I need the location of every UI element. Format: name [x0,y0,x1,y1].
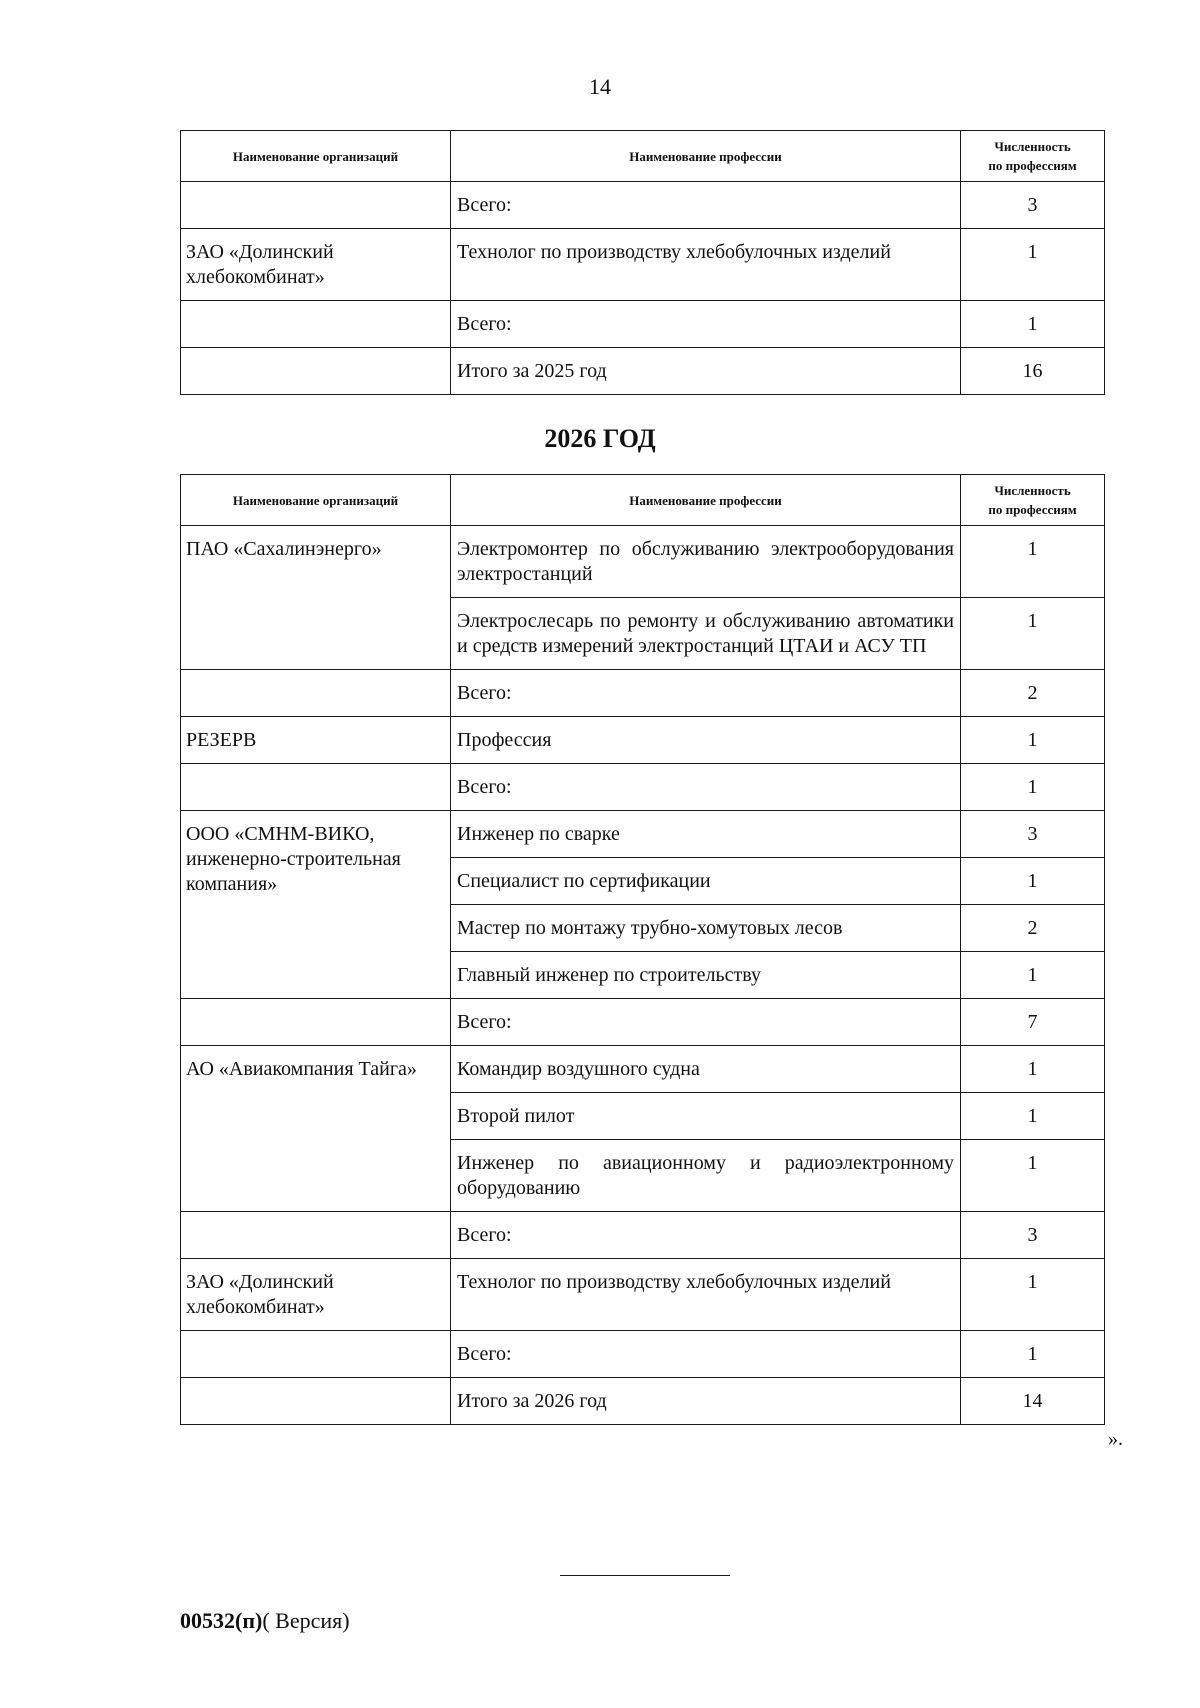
count-cell: 1 [961,717,1105,764]
subtotal-count: 1 [961,1331,1105,1378]
organization-cell: АО «Авиакомпания Тайга» [181,1046,451,1212]
table-2026 [180,474,1105,1425]
count-cell: 1 [961,1140,1105,1212]
empty-cell [181,1331,451,1378]
grand-total-row [181,1378,1105,1425]
organization-cell [181,348,451,395]
organization-cell: ПАО «Сахалинэнерго» [181,526,451,670]
count-cell: 1 [961,598,1105,670]
footer-divider [560,1575,730,1576]
empty-cell [181,764,451,811]
profession-cell: Технолог по производству хлебобулочных изделий [451,229,961,301]
header-count-line2: по профессиям [988,502,1077,517]
profession-cell: Профессия [451,717,961,764]
empty-cell [181,1212,451,1259]
header-profession: Наименование профессии [451,131,961,182]
profession-cell: Всего: [451,301,961,348]
header-organization: Наименование организаций [181,475,451,526]
page-number: 14 [589,74,611,99]
profession-cell: Всего: [451,182,961,229]
table-row [181,229,1105,301]
profession-cell: Инженер по авиационному и радиоэлектронному оборудованию [451,1140,961,1212]
count-cell: 2 [961,905,1105,952]
table-row [181,301,1105,348]
header-count [961,131,1105,182]
count-cell: 3 [961,811,1105,858]
table-2025 [180,130,1105,395]
table-row [181,1259,1105,1331]
empty-cell [181,1378,451,1425]
header-count-line1: Численность [994,139,1071,154]
table-row [181,526,1105,598]
subtotal-row [181,670,1105,717]
subtotal-count: 2 [961,670,1105,717]
profession-cell: Главный инженер по строительству [451,952,961,999]
count-cell: 1 [961,301,1105,348]
subtotal-label: Всего: [451,1331,961,1378]
table-row [181,1046,1105,1093]
subtotal-row [181,999,1105,1046]
profession-cell: Электрослесарь по ремонту и обслуживанию автоматики и средств измерений электростанций ЦТАИ и АСУ ТП [451,598,961,670]
grand-total-count: 16 [961,348,1105,395]
table-row [181,182,1105,229]
count-cell: 1 [961,1259,1105,1331]
count-cell: 1 [961,952,1105,999]
subtotal-count: 7 [961,999,1105,1046]
count-cell: 3 [961,182,1105,229]
table-header-row [181,475,1105,526]
grand-total-label: Итого за 2025 год [451,348,961,395]
subtotal-label: Всего: [451,999,961,1046]
count-cell: 1 [961,229,1105,301]
grand-total-count: 14 [961,1378,1105,1425]
header-count-line1: Численность [994,483,1071,498]
header-organization: Наименование организаций [181,131,451,182]
empty-cell [181,670,451,717]
subtotal-row [181,1331,1105,1378]
profession-cell: Технолог по производству хлебобулочных изделий [451,1259,961,1331]
organization-cell: ЗАО «Долинский хлебокомбинат» [181,229,451,301]
table-row [181,811,1105,858]
subtotal-count: 1 [961,764,1105,811]
organization-cell [181,182,451,229]
empty-cell [181,999,451,1046]
organization-cell: ООО «СМНМ-ВИКО, инженерно-строительная компания» [181,811,451,999]
profession-cell: Второй пилот [451,1093,961,1140]
table-row [181,717,1105,764]
subtotal-label: Всего: [451,670,961,717]
footer-version: ( Версия) [262,1608,350,1633]
count-cell: 1 [961,858,1105,905]
profession-cell: Командир воздушного судна [451,1046,961,1093]
profession-cell: Инженер по сварке [451,811,961,858]
footer-document-code [180,1608,350,1634]
count-cell: 1 [961,526,1105,598]
subtotal-row [181,1212,1105,1259]
organization-cell: ЗАО «Долинский хлебокомбинат» [181,1259,451,1331]
subtotal-count: 3 [961,1212,1105,1259]
subtotal-label: Всего: [451,1212,961,1259]
table-row [181,348,1105,395]
profession-cell: Электромонтер по обслуживанию электрооборудования электростанций [451,526,961,598]
table-header-row [181,131,1105,182]
subtotal-row [181,764,1105,811]
header-count [961,475,1105,526]
subtotal-label: Всего: [451,764,961,811]
profession-cell: Мастер по монтажу трубно-хомутовых лесов [451,905,961,952]
count-cell: 1 [961,1093,1105,1140]
profession-cell: Специалист по сертификации [451,858,961,905]
organization-cell [181,301,451,348]
grand-total-label: Итого за 2026 год [451,1378,961,1425]
closing-quote: ». [1108,1428,1123,1450]
year-heading: 2026 ГОД [544,424,656,453]
count-cell: 1 [961,1046,1105,1093]
header-profession: Наименование профессии [451,475,961,526]
header-count-line2: по профессиям [988,158,1077,173]
footer-code: 00532(п) [180,1608,263,1633]
organization-cell: РЕЗЕРВ [181,717,451,764]
